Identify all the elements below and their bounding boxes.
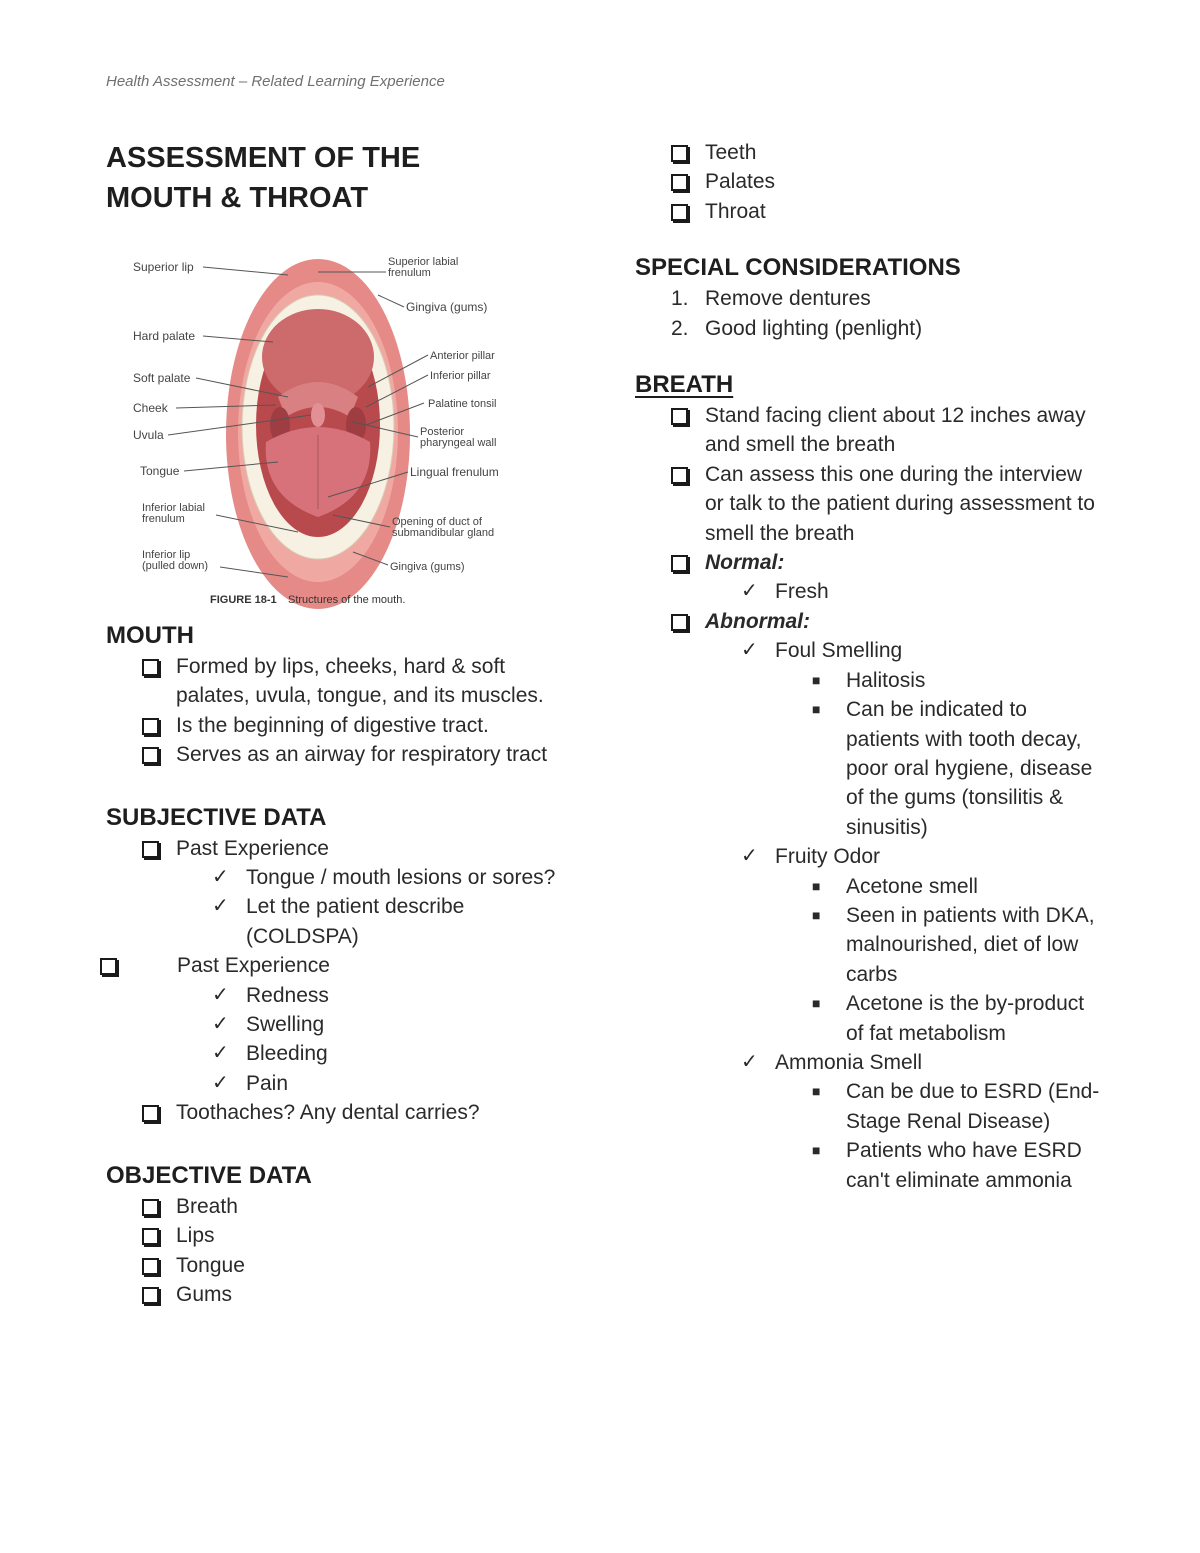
list-item: ✓ Bleeding — [106, 1039, 566, 1068]
list-item: Abnormal: — [635, 607, 1105, 636]
list-item: Stand facing client about 12 inches away and smell the breath — [635, 401, 1105, 460]
label-inferior-lip: Inferior lip (pulled down) — [142, 550, 209, 572]
objective-list-right — [635, 138, 1105, 226]
breath-heading: BREATH — [635, 371, 734, 399]
label-gingiva-lower: Gingiva (gums) — [390, 561, 465, 573]
label-palatine-tonsil: Palatine tonsil — [428, 398, 497, 410]
subjective-data-heading: SUBJECTIVE DATA — [106, 803, 327, 831]
checkmark-icon: ✓ — [212, 1042, 229, 1065]
square-bullet-icon: ■ — [812, 906, 821, 923]
square-bullet-icon: ■ — [812, 995, 821, 1012]
list-item: Serves as an airway for respiratory tract — [106, 740, 566, 769]
list-item: ✓ Let the patient describe (COLDSPA) — [106, 892, 566, 951]
list-item: ■ Halitosis — [635, 666, 1105, 695]
checkmark-icon: ✓ — [212, 1071, 229, 1094]
list-item: ✓ Fresh — [635, 577, 1105, 606]
checkbox-icon — [671, 401, 688, 433]
checkbox-icon — [142, 652, 159, 684]
list-item: Normal: — [635, 548, 1105, 577]
square-bullet-icon: ■ — [812, 671, 821, 688]
list-item: 1. Remove dentures — [671, 287, 871, 311]
label-anterior-pillar: Anterior pillar — [430, 350, 495, 362]
checkbox-icon — [142, 1098, 159, 1130]
checkmark-icon: ✓ — [212, 895, 229, 918]
square-bullet-icon: ■ — [812, 877, 821, 894]
label-tongue: Tongue — [140, 464, 180, 478]
figure-caption-number: FIGURE 18-1 — [210, 594, 277, 606]
checkbox-icon — [671, 548, 688, 580]
label-cheek: Cheek — [133, 401, 168, 415]
list-item: ■ Patients who have ESRD can't eliminate ammonia — [635, 1136, 1105, 1195]
label-lingual-frenulum: Lingual frenulum — [410, 465, 499, 479]
right-column — [635, 138, 1105, 1195]
list-item: ■ Can be indicated to patients with tooth decay, poor oral hygiene, disease of the gums (tonsilitis & sinusitis) — [635, 695, 1105, 842]
list-item: Lips — [106, 1221, 566, 1250]
checkmark-icon: ✓ — [741, 1050, 758, 1073]
checkbox-icon — [671, 460, 688, 492]
list-item: ✓ Ammonia Smell — [635, 1048, 1105, 1077]
checkbox-icon — [142, 1221, 159, 1253]
checkbox-icon — [100, 951, 117, 983]
checkbox-icon — [142, 711, 159, 743]
checkbox-icon — [142, 1192, 159, 1224]
square-bullet-icon: ■ — [812, 701, 821, 718]
list-item: Formed by lips, cheeks, hard & soft palates, uvula, tongue, and its muscles. — [106, 652, 566, 711]
list-item: Throat — [635, 197, 1105, 226]
label-uvula: Uvula — [133, 428, 164, 442]
subjective-list — [106, 834, 566, 1128]
breath-list — [635, 401, 1105, 1195]
mouth-anatomy-figure — [128, 247, 530, 615]
label-gingiva-upper: Gingiva (gums) — [406, 300, 488, 314]
list-item: Toothaches? Any dental carries? — [106, 1098, 566, 1127]
checkmark-icon: ✓ — [212, 1013, 229, 1036]
list-item: ✓ Pain — [106, 1069, 566, 1098]
list-item: ✓ Foul Smelling — [635, 636, 1105, 665]
checkbox-icon — [142, 1251, 159, 1283]
page-header: Health Assessment – Related Learning Experience — [106, 73, 445, 90]
special-considerations-list — [635, 284, 1105, 343]
special-considerations-heading: SPECIAL CONSIDERATIONS — [635, 254, 961, 282]
list-item: Teeth — [635, 138, 1105, 167]
list-item: Gums — [106, 1280, 566, 1309]
list-item: ■ Acetone smell — [635, 872, 1105, 901]
list-item: Past Experience — [106, 834, 566, 863]
checkbox-icon — [142, 1280, 159, 1312]
label-inferior-pillar: Inferior pillar — [430, 370, 491, 382]
mouth-list — [106, 652, 566, 770]
list-item: Can assess this one during the interview or talk to the patient during assessment to smell the breath — [635, 460, 1105, 548]
list-item: ✓ Redness — [106, 981, 566, 1010]
list-item: Past Experience — [106, 951, 566, 980]
label-submandibular-duct: Opening of duct of submandibular gland — [392, 517, 495, 539]
label-superior-lip: Superior lip — [133, 260, 194, 274]
figure-caption-text: Structures of the mouth. — [288, 594, 406, 606]
checkmark-icon: ✓ — [212, 866, 229, 889]
label-hard-palate: Hard palate — [133, 329, 196, 343]
label-soft-palate: Soft palate — [133, 371, 191, 385]
checkbox-icon — [671, 167, 688, 199]
list-item: ✓ Tongue / mouth lesions or sores? — [106, 863, 566, 892]
objective-data-heading: OBJECTIVE DATA — [106, 1161, 312, 1189]
checkbox-icon — [671, 138, 688, 170]
list-item: Breath — [106, 1192, 566, 1221]
left-column — [106, 620, 566, 1309]
checkmark-icon: ✓ — [741, 845, 758, 868]
list-item: ■ Can be due to ESRD (End-Stage Renal Disease) — [635, 1077, 1105, 1136]
title-line-2: MOUTH & THROAT — [106, 182, 369, 214]
checkbox-icon — [142, 740, 159, 772]
label-inferior-labial-frenulum: Inferior labial frenulum — [142, 503, 205, 525]
mouth-diagram — [128, 247, 530, 615]
checkbox-icon — [142, 834, 159, 866]
list-item: Palates — [635, 167, 1105, 196]
document-title — [106, 138, 526, 218]
list-item: ■ Seen in patients with DKA, malnourished, diet of low carbs — [635, 901, 1105, 989]
list-item: Is the beginning of digestive tract. — [106, 711, 566, 740]
list-item: 2. Good lighting (penlight) — [671, 316, 923, 340]
list-item: ✓ Swelling — [106, 1010, 566, 1039]
square-bullet-icon: ■ — [812, 1142, 821, 1159]
objective-list-left — [106, 1192, 566, 1310]
list-item: Tongue — [106, 1251, 566, 1280]
checkmark-icon: ✓ — [741, 639, 758, 662]
label-superior-labial-frenulum: Superior labial frenulum — [388, 257, 459, 279]
checkmark-icon: ✓ — [212, 983, 229, 1006]
checkmark-icon: ✓ — [741, 580, 758, 603]
list-item: ✓ Fruity Odor — [635, 842, 1105, 871]
checkbox-icon — [671, 607, 688, 639]
mouth-heading: MOUTH — [106, 622, 194, 649]
label-posterior-pharyngeal-wall: Posterior pharyngeal wall — [420, 427, 497, 449]
title-line-1: ASSESSMENT OF THE — [106, 142, 421, 174]
square-bullet-icon: ■ — [812, 1083, 821, 1100]
checkbox-icon — [671, 197, 688, 229]
list-item: ■ Acetone is the by-product of fat metabolism — [635, 989, 1105, 1048]
